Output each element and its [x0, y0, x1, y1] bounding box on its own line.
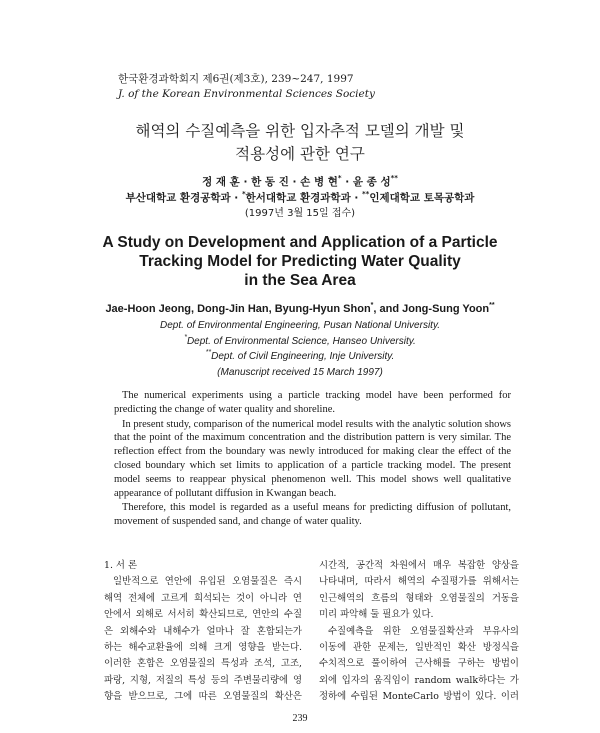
english-author-marker-1: *	[370, 302, 374, 309]
body-right-line: 인근해역의 흐름의 형태와 오염물질의 거동을	[319, 592, 519, 604]
body-right-line: 수치적으로 풀이하여 근사해를 구하는 방법이	[319, 658, 519, 670]
english-author-names-2: , and Jong-Sung Yoon	[373, 303, 490, 315]
body-left-line: 이러한 혼합은 오염물질의 특성과 조석, 고조,	[104, 658, 302, 670]
english-authors	[0, 302, 600, 316]
korean-authors	[0, 175, 600, 190]
body-right-line: 정하에 수립된 MonteCarlo 방법이 있다. 이러	[319, 691, 519, 703]
korean-author-names-2: · 윤 종 성	[341, 176, 391, 188]
korean-affiliation-marker-1: *	[241, 190, 246, 198]
korean-affiliations	[0, 191, 600, 206]
english-affiliations	[0, 318, 600, 380]
body-left-line: 안에서 외해로 서서히 확산되므로, 연안의 수질	[104, 609, 302, 621]
body-left-line: 하는 해수교환율에 의해 크게 영향을 받는다.	[104, 642, 302, 654]
journal-english-name: J. of the Korean Environmental Sciences Society	[118, 88, 375, 100]
section-heading-introduction: 1. 서 론	[104, 560, 138, 571]
body-right-line: 미리 파악해 둘 필요가 있다.	[319, 609, 434, 621]
korean-affiliation-3: 인제대학교 토목공학과	[369, 192, 475, 204]
korean-title	[0, 120, 600, 166]
body-left-line: 파랑, 지형, 저질의 특성 등의 주변물리량에 영	[104, 674, 302, 686]
english-received-date: (Manuscript received 15 March 1997)	[217, 366, 383, 378]
body-right-line: 나타내며, 따라서 해역의 수질평가를 위해서는	[319, 576, 519, 588]
english-affiliation-3: Dept. of Civil Engineering, Inje University.	[211, 351, 395, 362]
abstract-paragraph-1: The numerical experiments using a particle tracking model have been performed for predicting the change of water quality and shoreline.	[114, 390, 511, 415]
english-title-line-1: A Study on Development and Application of a Particle	[102, 234, 498, 251]
english-affiliation-2-row	[0, 334, 600, 350]
korean-title-line-1: 해역의 수질예측을 위한 입자추적 모델의 개발 및	[135, 122, 465, 140]
body-left-line: 일반적으로 연안에 유입된 오염물질은 즉시	[113, 576, 302, 588]
abstract-paragraph-2: In present study, comparison of the numerical model results with the analytic solution shows that the point of the maximum concentration and the distribution pattern is very similar. The reflection effect from the boundary was newly introduced for making clear the effect of the closed boundary which set limits to application of a particle tracking model. The present model seems to reappear physical phenomenon well. This model shows well qualitative appearance of pollutant diffusion in Kwangan beach.	[114, 418, 511, 499]
korean-author-marker-1: *	[337, 174, 342, 182]
korean-affiliation-marker-2: **	[362, 190, 370, 198]
english-affiliation-3-row	[0, 349, 600, 365]
body-column-right	[319, 558, 519, 706]
korean-received-date: (1997년 3월 15일 접수)	[244, 208, 356, 219]
korean-affiliation-1: 부산대학교 환경공학과 ·	[125, 192, 242, 204]
english-affiliation-1: Dept. of Environmental Engineering, Pusan National University.	[160, 320, 440, 331]
korean-affiliation-2: 한서대학교 환경과학과 ·	[245, 192, 363, 204]
page-number: 239	[292, 713, 308, 724]
english-author-marker-2: **	[489, 302, 495, 309]
body-right-line: 외에 입자의 움직임이 random walk하다는 가	[319, 674, 519, 686]
abstract	[114, 389, 511, 530]
body-left-line: 해역 전체에 고르게 희석되는 것이 아니라 연	[104, 592, 302, 604]
body-left-line: 은 외해수와 내해수가 얼마나 잘 혼합되는가	[104, 625, 302, 637]
english-author-names: Jae-Hoon Jeong, Dong-Jin Han, Byung-Hyun Shon	[105, 303, 371, 315]
journal-korean-citation: 한국환경과학회지 제6권(제3호), 239~247, 1997	[118, 73, 354, 85]
korean-author-names: 정 재 훈 · 한 동 진 · 손 병 현	[202, 176, 338, 188]
body-right-line: 시간적, 공간적 차원에서 매우 복잡한 양상을	[319, 560, 519, 571]
english-title-line-3: in the Sea Area	[244, 272, 356, 289]
korean-title-line-2: 적용성에 관한 연구	[235, 145, 365, 163]
english-title-line-2: Tracking Model for Predicting Water Quality	[139, 253, 461, 270]
body-right-line: 이동에 관한 문제는, 일반적인 확산 방정식을	[319, 642, 519, 654]
english-title	[0, 233, 600, 290]
english-affiliation-marker-3: **	[205, 349, 212, 356]
abstract-paragraph-3: Therefore, this model is regarded as a useful means for predicting diffusion of pollutant, movement of suspended sand, and change of water quality.	[114, 502, 511, 528]
body-left-line: 향을 받으므로, 그에 따른 오염물질의 확산은	[104, 691, 302, 703]
korean-author-marker-2: **	[390, 174, 398, 182]
english-affiliation-marker-2: *	[184, 333, 187, 341]
body-right-line: 수질예측을 위한 오염물질확산과 부유사의	[328, 625, 519, 637]
body-column-left	[104, 558, 302, 706]
english-affiliation-2: Dept. of Environmental Science, Hanseo University.	[186, 335, 416, 347]
journal-header	[118, 72, 375, 102]
